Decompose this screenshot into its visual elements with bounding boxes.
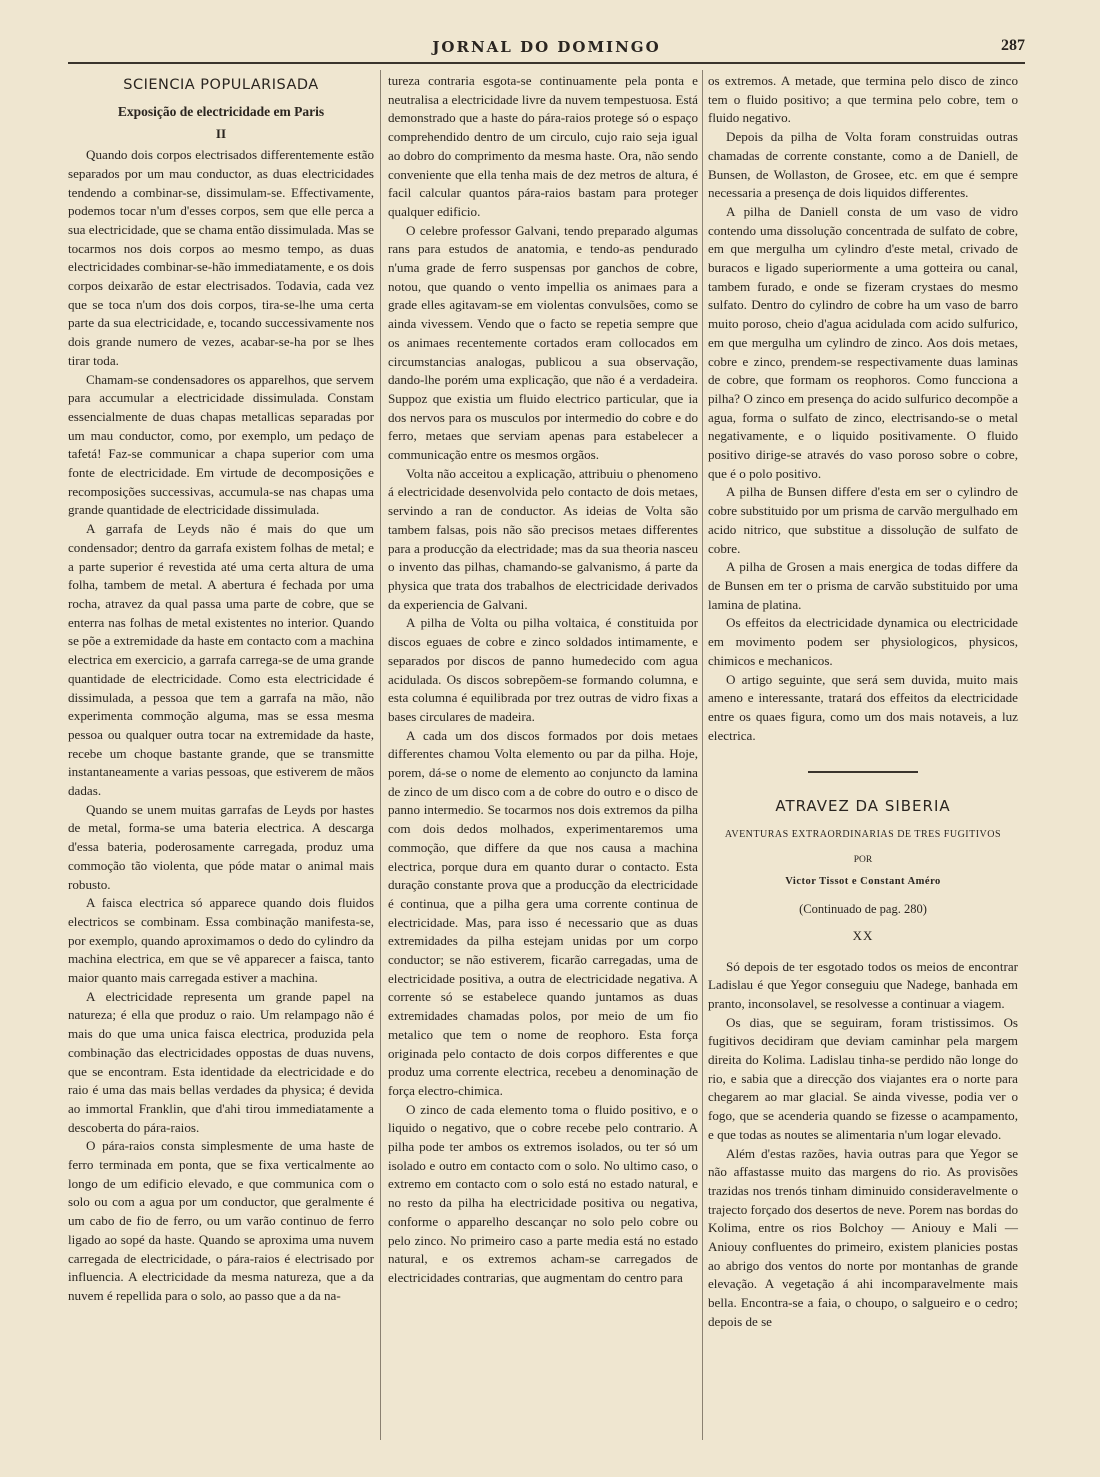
column-3 (708, 72, 1018, 1332)
paragraph: Além d'estas razões, havia outras para que Yegor se não affastasse muito das margens do rio. As provisões trazidas nos trenós tinham diminuido consideravelmente o trajecto forçado dos desertos de neve. Porem nas bordas do Kolima, entre os rios Bolchoy — Aniouy e Mali — Aniouy confluentes do primeiro, existem planicies postas ao abrigo dos ventos do norte por montanhas de grande elevação. A vegetação á ahi incomparavelmente mais bella. Encontra-se a faia, o choupo, o salgueiro e o cedro; depois de se (708, 1145, 1018, 1329)
column-1 (68, 72, 374, 1306)
paragraph: O pára-raios consta simplesmente de uma haste de ferro terminada em ponta, que se fixa verticalmente ao longo de um edificio elevado, e que communica com o solo ou com a agua por um conductor, que geralmente é um cabo de fio de ferro, ou um varão continuo de ferro ligado ao sopé da haste. Quando se aproxima uma nuvem carregada de electricidade, o pára-raios é electrisado por influencia. A electricidade da mesma natureza, que a da nuvem é repellida para o solo, ao passo que a da na- (68, 1138, 374, 1303)
story-chapter: XX (852, 927, 874, 943)
paragraph: Quando se unem muitas garrafas de Leyds por hastes de metal, forma-se uma bateria electrica. A descarga d'essa bateria, poderosamente carregada, produz uma commoção tão violenta, que póde matar o animal mais robusto. (68, 801, 374, 892)
paragraph: A cada um dos discos formados por dois metaes differentes chamou Volta elemento ou par da pilha. Hoje, porem, dá-se o nome de elemento ao conjuncto da lamina de zinco de um disco com a de cobre do outro e o disco de panno intermedio. Se tocarmos nos dois extremos da pilha com dois dedos molhados, experimentaremos uma commoção, que differe da que nos causa a machina electrica, porque dura em quanto durar o contacto. Esta duração constante prova que a producção da electricidade é continua, que a pilha gera uma corrente continua de electricidade. Mas, para isso é necessario que as duas extremidades da pilha estejam unidas por um corpo conductor; se não estiverem, ficarão carregadas, uma de electricidade positiva, a outra de electricidade negativa. A corrente só se estabelece quando juntamos as duas extremidades chamadas polos, por meio de um fio metalico que tem o nome de reophoro. Esta força originada pelo contacto de dois corpos differentes e que produz uma corrente electrica, recebeu a denominação de força electro-chimica. (388, 727, 698, 1098)
page-header (68, 36, 1025, 64)
journal-title: JORNAL DO DOMINGO (432, 38, 661, 56)
paragraph: Chamam-se condensadores os apparelhos, que servem para accumular a electricidade dissimulada. Constam essencialmente de duas chapas metallicas separadas por um mau conductor, como, por exemplo, um pedaço de tafetá! Faz-se communicar a chapa superior com uma fonte de electricidade. Em virtude de decomposições e recomposições successivas, accumula-se nas chapas uma grande quantidade de electricidade dissimulada. (68, 371, 374, 518)
paragraph: O zinco de cada elemento toma o fluido positivo, e o liquido o negativo, que o cobre recebe pelo contrario. A pilha pode ter ambos os extremos isolados, ou ter só um isolado e outro em contacto com o solo. No ultimo caso, o extremo em contacto com o solo está no estado natural, e no resto da pilha ha electricidade positiva ou negativa, conforme o apparelho descançar no solo pelo cobre ou pelo zinco. No primeiro caso a parte media está no estado natural, e os extremos acham-se carregados de electricidades contrarias, que augmentam do centro para (388, 1101, 698, 1285)
paragraph: A pilha de Grosen a mais energica de todas differe da de Bunsen em ter o prisma de carvão substituido por uma lamina de platina. (708, 559, 1018, 612)
section-title: SCIENCIA POPULARISADA (123, 77, 319, 93)
paragraph: O celebre professor Galvani, tendo preparado algumas rans para estudos de anatomia, e tendo-as pendurado n'uma grade de ferro suspensas por ganchos de cobre, notou, que quando o vento impellia os animaes para a grade elles agitavam-se em violentas convulsões, como se ainda vivessem. Vendo que o facto se repetia sempre que os animaes recentemente cortados eram collocados em circumstancias analogas, publicou a sua observação, dando-lhe porém uma explicação, que não é a verdadeira. Suppoz que existia um fluido electrico particular, que ia dos nervos para os musculos por intermedio do cobre e do ferro, metaes que serviam apenas para estabelecer a communicação entre os mesmos orgãos. (388, 222, 698, 463)
column-divider (380, 70, 381, 1440)
column-divider (702, 70, 703, 1440)
story-authors: Victor Tissot e Constant Améro (785, 876, 941, 888)
paragraph: Quando dois corpos electrisados differentemente estão separados por um mau conductor, as duas electricidades tendendo a combinar-se, dissimulam-se. Effectivamente, podemos tocar n'um d'esses corpos, sem que elle perca a sua electricidade, que se chama então dissimulada. Mas se tocarmos nos dois corpos ao mesmo tempo, as duas electricidades combinar-se-hão immediatamente, e os dois corpos deixarão de estar electrisados. Todavia, cada vez que se toca n'um dos dois corpos, tira-se-lhe uma certa parte da sua electricidade, e, tocando successivamente nos dois grande numero de vezes, acabar-se-ha por se lhes tirar toda. (68, 147, 374, 368)
paragraph: A pilha de Volta ou pilha voltaica, é constituida por discos eguaes de cobre e zinco soldados intimamente, e separados por discos de panno humedecido com agua acidulada. Os discos sobrepõem-se formando columna, e esta columna é equilibrada por trez outras de vidro fixas a bases circulares de madeira. (388, 615, 698, 724)
paragraph: A pilha de Bunsen differe d'esta em ser o cylindro de cobre substituido por um prisma de carvão mergulhado em acido nitrico, que substitue a dissolução de sulfato de cobre. (708, 484, 1018, 556)
paragraph: Os effeitos da electricidade dynamica ou electricidade em movimento podem ser physiologicos, physicos, chimicos e mechanicos. (708, 615, 1018, 668)
paragraph: tureza contraria esgota-se continuamente pela ponta e neutralisa a electricidade livre da nuvem tempestuosa. Está demonstrado que a haste do pára-raios protege só o espaço comprehendido dentro de um circulo, cujo raio seja igual ao dobro do comprimento da mesma haste. Ora, não sendo conveniente que ella tenha mais de dez metros de altura, é facil calcular quantos pára-raios bastam para proteger qualquer edificio. (388, 73, 698, 219)
story-continued: (Continuado de pag. 280) (799, 902, 927, 917)
paragraph: O artigo seguinte, que será sem duvida, muito mais ameno e interessante, tratará dos effeitos da electricidade entre os quaes figura, como um dos mais notaveis, a luz electrica. (708, 671, 1018, 743)
paragraph: os extremos. A metade, que termina pelo disco de zinco tem o fluido positivo; a que termina pelo cobre, tem o fluido negativo. (708, 73, 1018, 126)
story-title: ATRAVEZ DA SIBERIA (775, 797, 951, 816)
paragraph: Só depois de ter esgotado todos os meios de encontrar Ladislau é que Yegor conseguiu que Nadege, banhada em pranto, inconsolavel, se resolvesse a continuar a viagem. (708, 958, 1018, 1011)
paragraph: A electricidade representa um grande papel na natureza; é ella que produz o raio. Um relampago não é mais do que uma unica faisca electrica, produzida pela combinação das electricidades oppostas de duas nuvens, que se encontram. Esta identidade da electricidade e do raio é uma das mais bellas verdades da physica; é devida ao immortal Franklin, que d'ahi tirou immediatamente a descoberta do pára-raios. (68, 988, 374, 1135)
page-number: 287 (1001, 37, 1025, 54)
paragraph: A pilha de Daniell consta de um vaso de vidro contendo uma dissolução concentrada de sulfato de cobre, em que mergulha um cylindro d'este metal, crivado de buracos e ligado superiormente a uma gotteira ou canal, tambem furado, e onde se fizeram crystaes do mesmo sulfato. Dentro do cylindro de cobre ha um vaso de barro muito poroso, cheio d'agua acidulada com acido sulfurico, em que mergulha um cylindro de zinco. Aos dois metaes, cobre e zinco, prendem-se respectivamente duas laminas de cobre, que formam os reophoros. Como funcciona a pilha? O zinco em presença do acido sulfurico decompõe a agua, forma o sulfato de zinco, electrisando-se o metal negativamente, e o liquido positivamente. O fluido positivo dirige-se através do vaso poroso sobre o cobre, que é o polo positivo. (708, 203, 1018, 481)
column-2 (388, 72, 698, 1288)
story-subtitle: AVENTURAS EXTRAORDINARIAS DE TRES FUGITIVOS (724, 829, 1002, 841)
article-part: II (215, 126, 227, 142)
paragraph: Depois da pilha de Volta foram construidas outras chamadas de corrente constante, como a de Daniell, de Bunsen, de Wollaston, de Grosee, etc. em que é sempre necessaria a presença de dois liquidos differentes. (708, 129, 1018, 201)
article-title: Exposição de electricidade em Paris (117, 103, 325, 119)
paragraph: A garrafa de Leyds não é mais do que um condensador; dentro da garrafa existem folhas de metal; e a parte superior é revestida até uma certa altura de uma folha, tambem de metal. A abertura é fechada por uma rocha, atravez da qual passa uma parte de cobre, que se enterra nas folhas de metal existentes no interior. Quando se põe a extremidade da haste em contacto com a machina electrica em exercicio, a garrafa carrega-se de uma grande quantidade de electricidade. Como esta electricidade é dissimulada, a pessoa que tem a garrafa na mão, não experimenta commoção alguma, mas se essa mesma pessoa ou qualquer outra tocar na extremidade da haste, recebe um choque bastante grande, que se transmitte instantaneamente a varias pessoas, que estiverem de mãos dadas. (68, 521, 374, 799)
paragraph: Os dias, que se seguiram, foram tristissimos. Os fugitivos decidiram que deviam caminhar pela margem direita do Kolima. Ladislau tinha-se perdido não longe do rio, e sabia que a direcção dos viajantes era o norte para chegarem ao mar glacial. Se ainda vivesse, podia ver o fogo, que se acenderia quando se fizesse o acampamento, e que todas as noutes se alimentaria n'um logar elevado. (708, 1014, 1018, 1142)
paragraph: A faisca electrica só apparece quando dois fluidos electricos se combinam. Essa combinação manifesta-se, por exemplo, quando aproximamos o dedo do cylindro da machina electrica, em que se vê apparecer a faisca, tanto maior quanto mais carregada estiver a machina. (68, 895, 374, 986)
story-by: POR (853, 854, 873, 865)
paragraph: Volta não acceitou a explicação, attribuiu o phenomeno á electricidade desenvolvida pelo contacto de dois metaes, servindo a ran de conductor. As ideias de Volta são tambem falsas, pois não são precisos metaes differentes para a producção da electridade; mas da sua theoria nasceu o invento das pilhas, chamando-se galvanismo, á parte da physica que trata dos trabalhos de electricidade derivados da experiencia de Galvani. (388, 465, 698, 612)
section-separator (808, 771, 918, 773)
